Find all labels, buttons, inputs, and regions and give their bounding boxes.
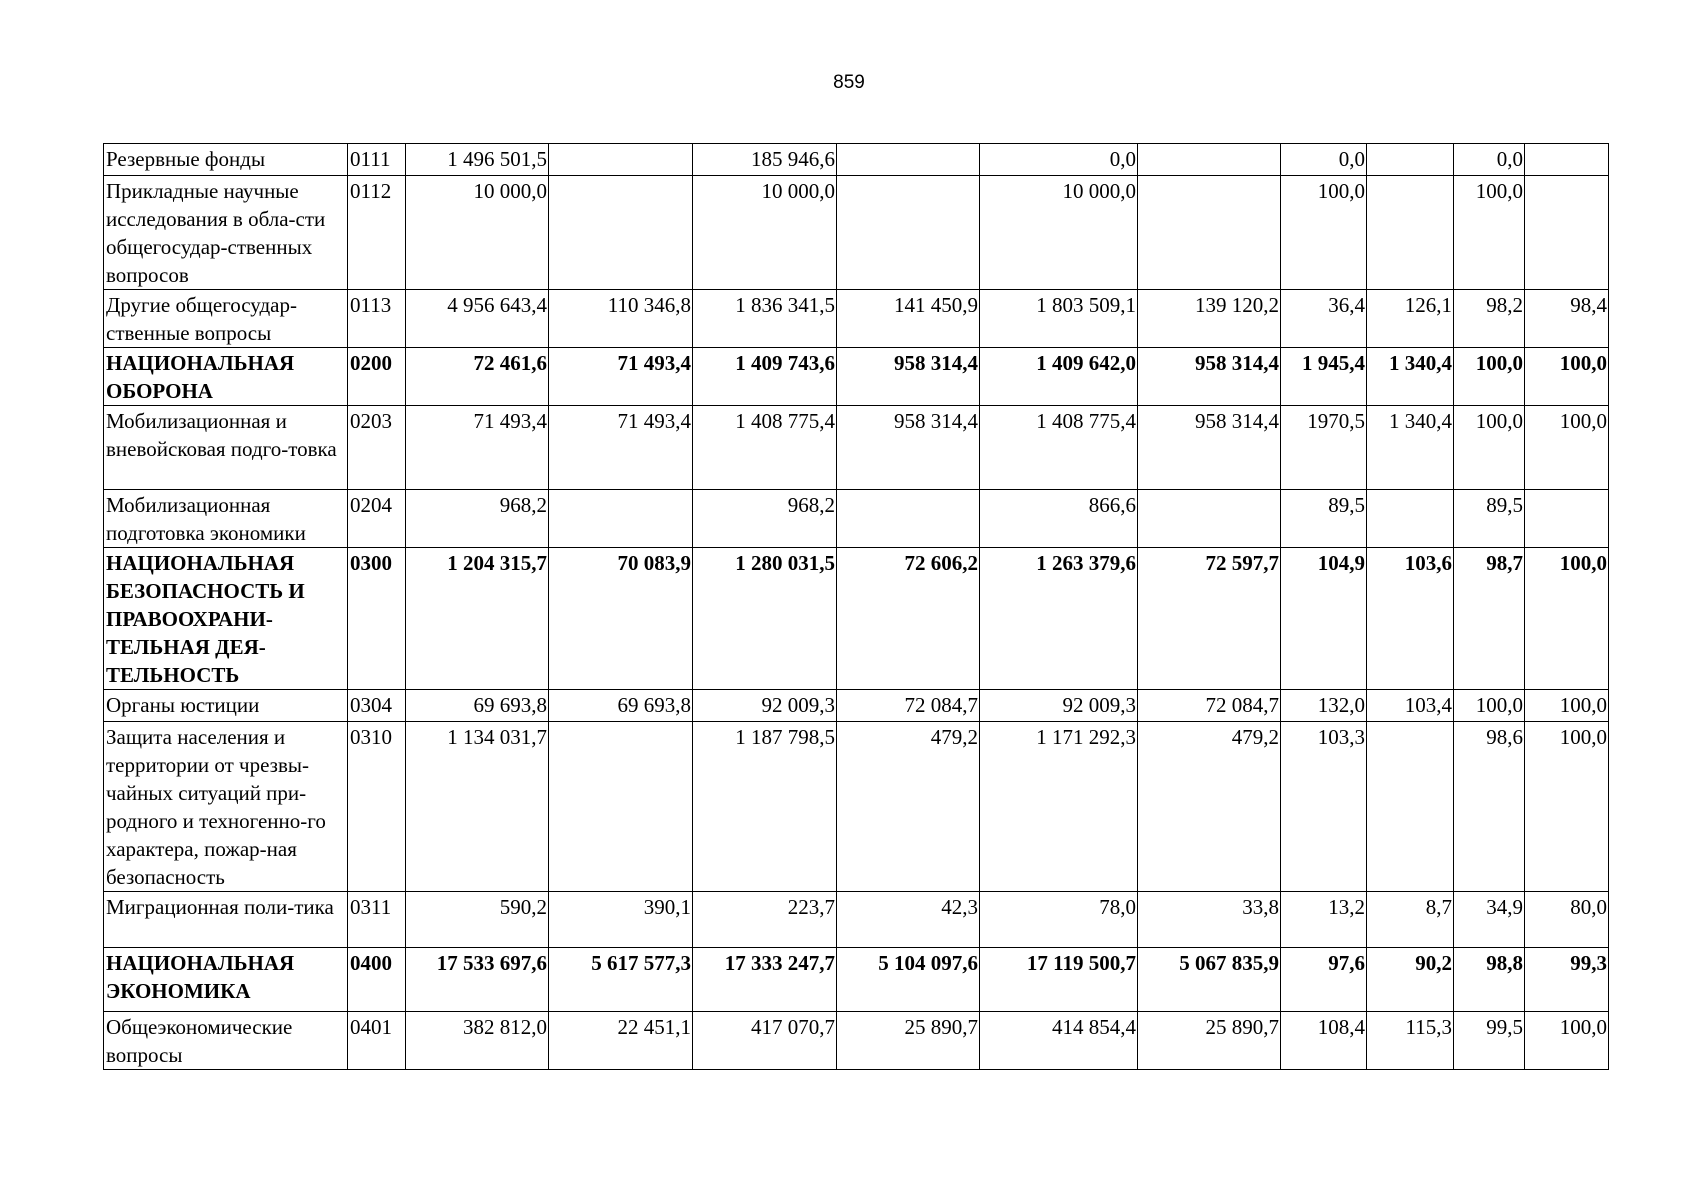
value-cell: 10 000,0 bbox=[406, 176, 549, 290]
value-cell: 90,2 bbox=[1367, 948, 1454, 1012]
value-cell: 1 340,4 bbox=[1367, 348, 1454, 406]
value-cell: 1 408 775,4 bbox=[693, 406, 837, 490]
value-cell bbox=[837, 176, 980, 290]
value-cell: 1 280 031,5 bbox=[693, 548, 837, 690]
value-cell: 72 606,2 bbox=[837, 548, 980, 690]
value-cell: 100,0 bbox=[1281, 176, 1367, 290]
value-cell: 115,3 bbox=[1367, 1012, 1454, 1070]
value-cell: 17 333 247,7 bbox=[693, 948, 837, 1012]
row-code-cell: 0112 bbox=[348, 176, 406, 290]
row-name-cell: Органы юстиции bbox=[104, 690, 348, 722]
value-cell: 42,3 bbox=[837, 892, 980, 948]
section-row bbox=[104, 548, 1609, 690]
value-cell bbox=[837, 144, 980, 176]
value-cell: 89,5 bbox=[1281, 490, 1367, 548]
table-row bbox=[104, 144, 1609, 176]
row-code-cell: 0200 bbox=[348, 348, 406, 406]
value-cell: 98,7 bbox=[1454, 548, 1525, 690]
value-cell: 958 314,4 bbox=[837, 406, 980, 490]
value-cell: 100,0 bbox=[1525, 348, 1609, 406]
value-cell: 78,0 bbox=[980, 892, 1138, 948]
value-cell: 72 597,7 bbox=[1138, 548, 1281, 690]
row-code-cell: 0400 bbox=[348, 948, 406, 1012]
row-name-cell: Защита населения и территории от чрезвы-чайных ситуаций при-родного и техногенно-го характера, пожар-ная безопасность bbox=[104, 722, 348, 892]
value-cell: 590,2 bbox=[406, 892, 549, 948]
value-cell: 968,2 bbox=[693, 490, 837, 548]
value-cell: 71 493,4 bbox=[549, 406, 693, 490]
value-cell bbox=[1367, 490, 1454, 548]
row-code-cell: 0310 bbox=[348, 722, 406, 892]
value-cell bbox=[1525, 490, 1609, 548]
value-cell: 80,0 bbox=[1525, 892, 1609, 948]
value-cell: 98,2 bbox=[1454, 290, 1525, 348]
table-row bbox=[104, 1012, 1609, 1070]
value-cell: 69 693,8 bbox=[406, 690, 549, 722]
row-code-cell: 0111 bbox=[348, 144, 406, 176]
value-cell: 126,1 bbox=[1367, 290, 1454, 348]
value-cell: 185 946,6 bbox=[693, 144, 837, 176]
value-cell: 36,4 bbox=[1281, 290, 1367, 348]
value-cell: 139 120,2 bbox=[1138, 290, 1281, 348]
value-cell bbox=[549, 490, 693, 548]
value-cell bbox=[1525, 176, 1609, 290]
value-cell: 1 496 501,5 bbox=[406, 144, 549, 176]
value-cell: 5 104 097,6 bbox=[837, 948, 980, 1012]
value-cell: 1 134 031,7 bbox=[406, 722, 549, 892]
value-cell: 1 408 775,4 bbox=[980, 406, 1138, 490]
value-cell bbox=[1138, 176, 1281, 290]
value-cell: 1 409 743,6 bbox=[693, 348, 837, 406]
row-name-cell: Общеэкономические вопросы bbox=[104, 1012, 348, 1070]
value-cell: 100,0 bbox=[1525, 722, 1609, 892]
value-cell: 479,2 bbox=[1138, 722, 1281, 892]
table-row bbox=[104, 722, 1609, 892]
value-cell: 1 945,4 bbox=[1281, 348, 1367, 406]
value-cell bbox=[549, 144, 693, 176]
value-cell: 479,2 bbox=[837, 722, 980, 892]
value-cell: 100,0 bbox=[1525, 690, 1609, 722]
value-cell: 100,0 bbox=[1525, 406, 1609, 490]
row-name-cell: Другие общегосудар-ственные вопросы bbox=[104, 290, 348, 348]
row-name-cell: НАЦИОНАЛЬНАЯ ЭКОНОМИКА bbox=[104, 948, 348, 1012]
row-name-cell: НАЦИОНАЛЬНАЯ ОБОРОНА bbox=[104, 348, 348, 406]
table-row bbox=[104, 176, 1609, 290]
value-cell bbox=[1367, 176, 1454, 290]
value-cell: 100,0 bbox=[1454, 690, 1525, 722]
value-cell: 132,0 bbox=[1281, 690, 1367, 722]
value-cell: 5 067 835,9 bbox=[1138, 948, 1281, 1012]
value-cell bbox=[837, 490, 980, 548]
value-cell: 0,0 bbox=[1454, 144, 1525, 176]
row-code-cell: 0204 bbox=[348, 490, 406, 548]
row-code-cell: 0113 bbox=[348, 290, 406, 348]
value-cell: 1 171 292,3 bbox=[980, 722, 1138, 892]
value-cell: 98,4 bbox=[1525, 290, 1609, 348]
value-cell: 98,6 bbox=[1454, 722, 1525, 892]
value-cell: 100,0 bbox=[1525, 1012, 1609, 1070]
table-row bbox=[104, 490, 1609, 548]
value-cell: 414 854,4 bbox=[980, 1012, 1138, 1070]
value-cell: 100,0 bbox=[1454, 348, 1525, 406]
value-cell bbox=[549, 176, 693, 290]
value-cell: 141 450,9 bbox=[837, 290, 980, 348]
table-row bbox=[104, 406, 1609, 490]
section-row bbox=[104, 948, 1609, 1012]
value-cell: 104,9 bbox=[1281, 548, 1367, 690]
value-cell: 1 263 379,6 bbox=[980, 548, 1138, 690]
value-cell: 8,7 bbox=[1367, 892, 1454, 948]
value-cell: 25 890,7 bbox=[837, 1012, 980, 1070]
table-row bbox=[104, 892, 1609, 948]
value-cell: 382 812,0 bbox=[406, 1012, 549, 1070]
value-cell: 958 314,4 bbox=[1138, 348, 1281, 406]
value-cell: 34,9 bbox=[1454, 892, 1525, 948]
value-cell: 72 084,7 bbox=[837, 690, 980, 722]
value-cell bbox=[1525, 144, 1609, 176]
value-cell: 69 693,8 bbox=[549, 690, 693, 722]
value-cell: 0,0 bbox=[1281, 144, 1367, 176]
value-cell: 103,6 bbox=[1367, 548, 1454, 690]
row-name-cell: Миграционная поли-тика bbox=[104, 892, 348, 948]
row-code-cell: 0304 bbox=[348, 690, 406, 722]
value-cell: 5 617 577,3 bbox=[549, 948, 693, 1012]
row-code-cell: 0311 bbox=[348, 892, 406, 948]
value-cell: 92 009,3 bbox=[693, 690, 837, 722]
value-cell: 1 836 341,5 bbox=[693, 290, 837, 348]
value-cell: 22 451,1 bbox=[549, 1012, 693, 1070]
value-cell: 4 956 643,4 bbox=[406, 290, 549, 348]
section-row bbox=[104, 348, 1609, 406]
value-cell: 958 314,4 bbox=[1138, 406, 1281, 490]
value-cell: 1970,5 bbox=[1281, 406, 1367, 490]
row-name-cell: Мобилизационная и вневойсковая подго-товка bbox=[104, 406, 348, 490]
value-cell: 1 187 798,5 bbox=[693, 722, 837, 892]
value-cell bbox=[1138, 490, 1281, 548]
value-cell: 100,0 bbox=[1525, 548, 1609, 690]
row-code-cell: 0203 bbox=[348, 406, 406, 490]
value-cell: 10 000,0 bbox=[980, 176, 1138, 290]
table-body bbox=[104, 144, 1609, 1070]
value-cell: 99,3 bbox=[1525, 948, 1609, 1012]
value-cell: 103,3 bbox=[1281, 722, 1367, 892]
value-cell: 92 009,3 bbox=[980, 690, 1138, 722]
value-cell bbox=[549, 722, 693, 892]
value-cell: 100,0 bbox=[1454, 406, 1525, 490]
value-cell: 390,1 bbox=[549, 892, 693, 948]
value-cell bbox=[1367, 722, 1454, 892]
value-cell: 33,8 bbox=[1138, 892, 1281, 948]
value-cell: 1 204 315,7 bbox=[406, 548, 549, 690]
row-code-cell: 0401 bbox=[348, 1012, 406, 1070]
value-cell: 223,7 bbox=[693, 892, 837, 948]
value-cell: 13,2 bbox=[1281, 892, 1367, 948]
row-name-cell: НАЦИОНАЛЬНАЯ БЕЗОПАСНОСТЬ И ПРАВООХРАНИ-ТЕЛЬНАЯ ДЕЯ-ТЕЛЬНОСТЬ bbox=[104, 548, 348, 690]
budget-table bbox=[103, 143, 1609, 1070]
value-cell: 17 119 500,7 bbox=[980, 948, 1138, 1012]
value-cell: 968,2 bbox=[406, 490, 549, 548]
row-code-cell: 0300 bbox=[348, 548, 406, 690]
value-cell bbox=[1367, 144, 1454, 176]
value-cell: 1 409 642,0 bbox=[980, 348, 1138, 406]
value-cell: 0,0 bbox=[980, 144, 1138, 176]
value-cell: 1 803 509,1 bbox=[980, 290, 1138, 348]
value-cell: 10 000,0 bbox=[693, 176, 837, 290]
value-cell: 17 533 697,6 bbox=[406, 948, 549, 1012]
value-cell: 99,5 bbox=[1454, 1012, 1525, 1070]
value-cell: 100,0 bbox=[1454, 176, 1525, 290]
value-cell: 1 340,4 bbox=[1367, 406, 1454, 490]
table-row bbox=[104, 290, 1609, 348]
value-cell: 98,8 bbox=[1454, 948, 1525, 1012]
row-name-cell: Прикладные научные исследования в обла-сти общегосудар-ственных вопросов bbox=[104, 176, 348, 290]
value-cell: 958 314,4 bbox=[837, 348, 980, 406]
row-name-cell: Резервные фонды bbox=[104, 144, 348, 176]
value-cell: 71 493,4 bbox=[406, 406, 549, 490]
value-cell: 71 493,4 bbox=[549, 348, 693, 406]
value-cell: 72 461,6 bbox=[406, 348, 549, 406]
value-cell: 110 346,8 bbox=[549, 290, 693, 348]
value-cell: 866,6 bbox=[980, 490, 1138, 548]
table-row bbox=[104, 690, 1609, 722]
value-cell bbox=[1138, 144, 1281, 176]
value-cell: 25 890,7 bbox=[1138, 1012, 1281, 1070]
value-cell: 70 083,9 bbox=[549, 548, 693, 690]
value-cell: 417 070,7 bbox=[693, 1012, 837, 1070]
page-number: 859 bbox=[833, 72, 865, 93]
value-cell: 72 084,7 bbox=[1138, 690, 1281, 722]
row-name-cell: Мобилизационная подготовка экономики bbox=[104, 490, 348, 548]
value-cell: 108,4 bbox=[1281, 1012, 1367, 1070]
value-cell: 97,6 bbox=[1281, 948, 1367, 1012]
value-cell: 103,4 bbox=[1367, 690, 1454, 722]
value-cell: 89,5 bbox=[1454, 490, 1525, 548]
